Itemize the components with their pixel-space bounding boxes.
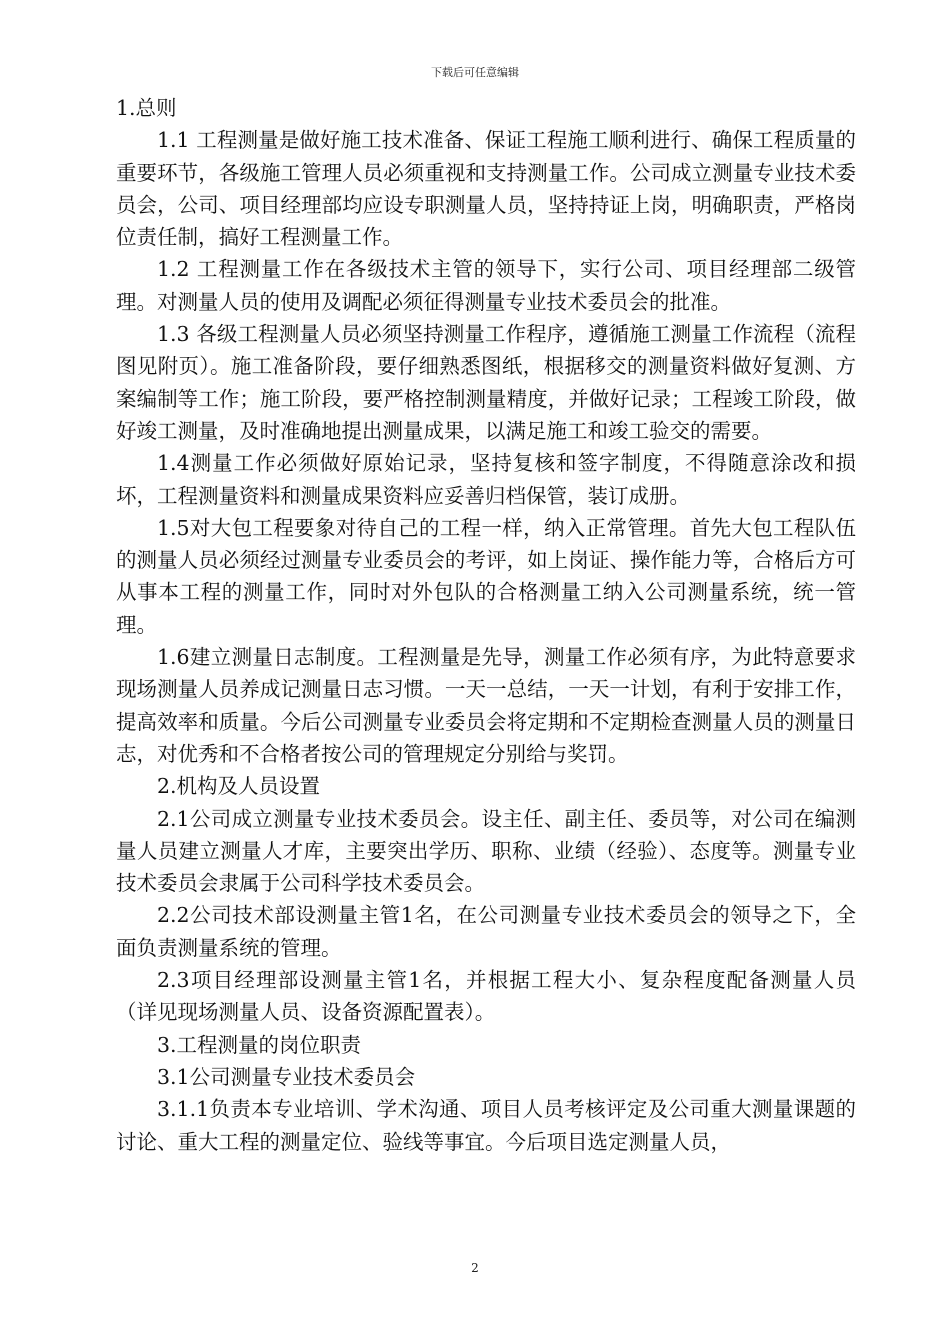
page-number: 2: [471, 1261, 479, 1275]
paragraph-1-5: 1.5对大包工程要象对待自己的工程一样，纳入正常管理。首先大包工程队伍的测量人员必须经过测量专业委员会的考评，如上岗证、操作能力等，合格后方可从事本工程的测量工作，同时对外包队的合格测量工纳入公司测量系统，统一管理。: [116, 515, 856, 637]
paragraph-3-1-1: 3.1.1负责本专业培训、学术沟通、项目人员考核评定及公司重大测量课题的讨论、重大工程的测量定位、验线等事宜。今后项目选定测量人员，: [116, 1097, 856, 1154]
paragraph-1-4: 1.4测量工作必须做好原始记录，坚持复核和签字制度，不得随意涂改和损坏，工程测量资料和测量成果资料应妥善归档保管，装订成册。: [116, 451, 856, 508]
paragraph-1-6: 1.6建立测量日志制度。工程测量是先导，测量工作必须有序，为此特意要求现场测量人员养成记测量日志习惯。一天一总结，一天一计划，有利于安排工作，提高效率和质量。今后公司测量专业委员会将定期和不定期检查测量人员的测量日志，对优秀和不合格者按公司的管理规定分别给与奖罚。: [116, 645, 856, 766]
page-header: 下载后可任意编辑: [431, 66, 519, 79]
subsection-heading-3-1: 3.1公司测量专业技术委员会: [157, 1064, 416, 1089]
section-heading-1: 1.总则: [116, 96, 177, 120]
paragraph-1-3: 1.3 各级工程测量人员必须坚持测量工作程序，遵循施工测量工作流程（流程图见附页）。施工准备阶段，要仔细熟悉图纸，根据移交的测量资料做好复测、方案编制等工作；施工阶段，要严格控制测量精度，并做好记录；工程竣工阶段，做好竣工测量，及时准确地提出测量成果，以满足施工和竣工验交的需要。: [116, 322, 856, 443]
paragraph-2-1: 2.1公司成立测量专业技术委员会。设主任、副主任、委员等，对公司在编测量人员建立测量人才库，主要突出学历、职称、业绩（经验）、态度等。测量专业技术委员会隶属于公司科学技术委员会。: [116, 806, 856, 896]
document-body: [116, 92, 856, 1158]
paragraph-2-2: 2.2公司技术部设测量主管1名，在公司测量专业技术委员会的领导之下，全面负责测量系统的管理。: [116, 903, 856, 960]
paragraph-2-3: 2.3项目经理部设测量主管1名，并根据工程大小、复杂程度配备测量人员（详见现场测量人员、设备资源配置表）。: [116, 968, 856, 1025]
section-heading-2: 2.机构及人员设置: [157, 774, 321, 799]
paragraph-1-1: 1.1 工程测量是做好施工技术准备、保证工程施工顺利进行、确保工程质量的重要环节，各级施工管理人员必须重视和支持测量工作。公司成立测量专业技术委员会，公司、项目经理部均应设专职测量人员，坚持持证上岗，明确职责，严格岗位责任制，搞好工程测量工作。: [116, 128, 856, 250]
paragraph-1-2: 1.2 工程测量工作在各级技术主管的领导下，实行公司、项目经理部二级管理。对测量人员的使用及调配必须征得测量专业技术委员会的批准。: [116, 257, 856, 314]
section-heading-3: 3.工程测量的岗位职责: [157, 1032, 362, 1057]
